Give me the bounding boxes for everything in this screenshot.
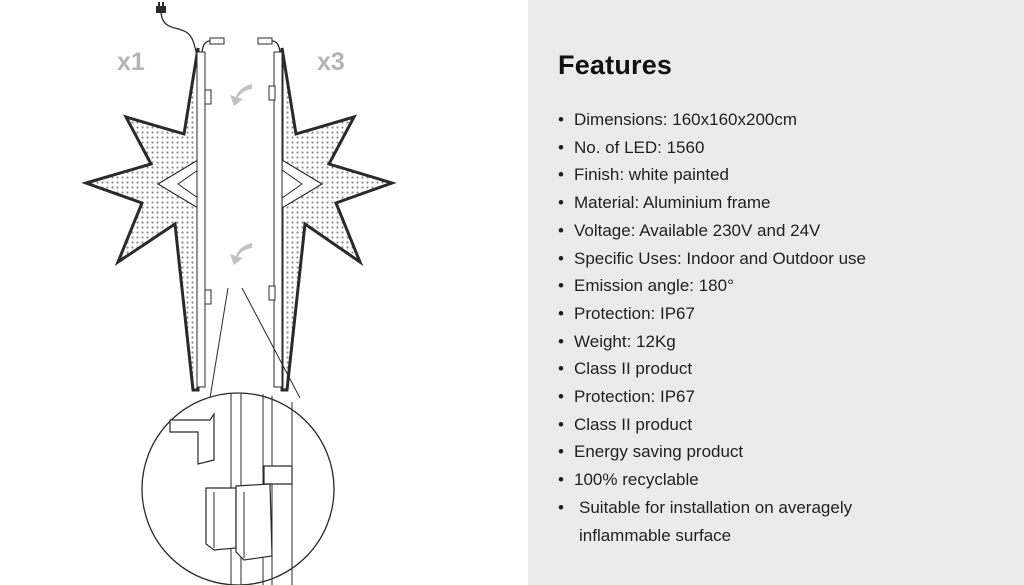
list-item [558,245,899,273]
list-item [558,328,899,356]
feature-text: Class II product [574,414,693,434]
feature-text: Finish: white painted [574,165,729,185]
feature-text: Protection: IP67 [574,387,695,407]
feature-text: Material: Aluminium frame [574,193,771,213]
feature-text: Energy saving product [574,442,744,462]
bullet: • [558,359,564,379]
feature-text: Dimensions: 160x160x200cm [574,110,798,129]
list-item [558,438,899,466]
feature-text: Protection: IP67 [574,303,695,323]
bullet: • [558,303,564,323]
list-item [558,355,899,383]
list-item [558,106,899,134]
list-item [558,383,899,411]
features-panel [528,0,1024,585]
bullet: • [558,387,564,407]
bullet: • [558,470,564,490]
list-item [558,272,899,300]
features-list [558,106,899,549]
bullet: • [558,497,564,517]
right-quantity-label: x3 [317,48,345,76]
list-item [558,217,899,245]
right-star-half [269,48,392,390]
list-item [558,134,899,162]
left-quantity-label: x1 [117,48,145,76]
bullet: • [558,442,564,462]
feature-text: No. of LED: 1560 [574,137,705,157]
bullet: • [558,331,564,351]
bullet: • [558,110,564,129]
assembly-arrow-icon [230,84,252,106]
list-item [558,411,899,439]
list-item [558,300,899,328]
feature-text: Suitable for installation on averagely inflammable surface [579,497,853,545]
feature-text: Weight: 12Kg [574,331,676,351]
feature-text: Voltage: Available 230V and 24V [574,220,821,240]
bullet: • [558,248,564,268]
features-title: Features [558,50,673,80]
bullet: • [558,276,564,296]
feature-text: Specific Uses: Indoor and Outdoor use [574,248,866,268]
left-star-half [86,48,211,390]
bullet: • [558,137,564,157]
list-item [558,161,899,189]
feature-text: Class II product [574,359,693,379]
feature-text: Emission angle: 180° [574,276,734,296]
list-item [558,494,899,549]
list-item [558,189,899,217]
feature-text: 100% recyclable [574,470,699,490]
bullet: • [558,165,564,185]
bullet: • [558,414,564,434]
detail-callout [142,288,334,585]
list-item [558,466,899,494]
power-cable [156,2,280,58]
bullet: • [558,193,564,213]
bullet: • [558,220,564,240]
assembly-arrow-icon [230,243,252,265]
